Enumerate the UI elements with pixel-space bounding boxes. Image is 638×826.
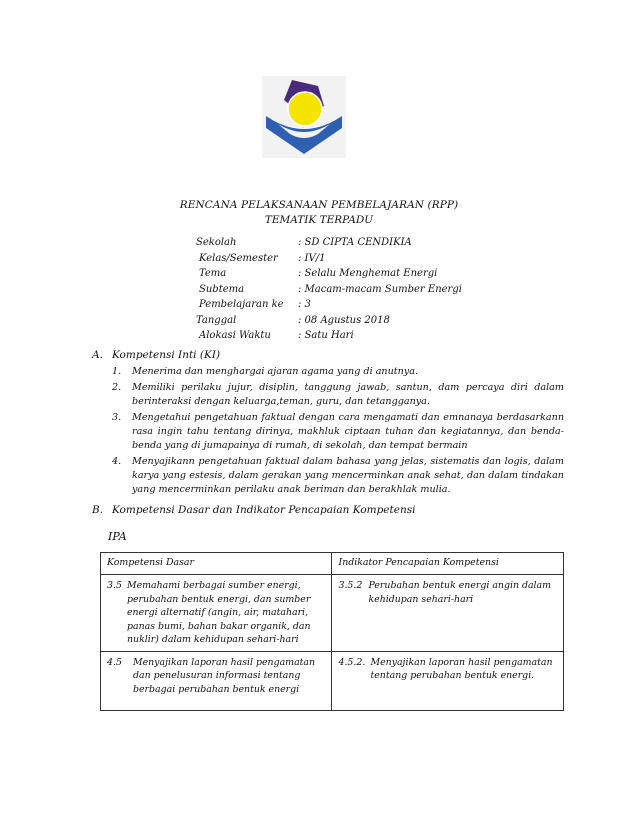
section-title: Kompetensi Dasar dan Indikator Pencapaian Kompetensi bbox=[112, 504, 416, 516]
list-item-text: Memiliki perilaku jujur, disiplin, tanggung jawab, santun, dam percaya diri dalam berinteraksi dengan keluarga,teman, guru, dan tetangganya. bbox=[132, 382, 564, 407]
competency-entry bbox=[107, 656, 325, 697]
kompetensi-inti-list bbox=[112, 365, 564, 499]
indicator-entry bbox=[338, 656, 557, 683]
table-cell bbox=[101, 651, 332, 710]
list-item-number: 1. bbox=[112, 366, 122, 377]
table-row bbox=[101, 651, 564, 710]
table-header: Indikator Pencapaian Kompetensi bbox=[332, 553, 564, 575]
indicator-text: Perubahan bentuk energi angin dalam kehidupan sehari-hari bbox=[368, 580, 552, 605]
identity-label: Pembelajaran ke bbox=[199, 299, 284, 310]
school-logo-graphic bbox=[262, 76, 346, 158]
table-cell bbox=[101, 575, 332, 652]
list-item-number: 2. bbox=[112, 382, 122, 393]
identity-label: Alokasi Waktu bbox=[199, 330, 271, 341]
section-number: A. bbox=[92, 349, 103, 361]
competency-entry bbox=[107, 579, 325, 647]
document-title: RENCANA PELAKSANAAN PEMBELAJARAN (RPP) bbox=[179, 199, 459, 211]
competency-table bbox=[100, 552, 564, 711]
indicator-code: 4.5.2. bbox=[338, 656, 366, 668]
identity-label: Tema bbox=[199, 268, 227, 279]
subject-heading: IPA bbox=[108, 530, 127, 543]
document-subtitle: TEMATIK TERPADU bbox=[264, 214, 374, 226]
list-item bbox=[112, 365, 564, 379]
list-item bbox=[112, 411, 564, 453]
identity-value: : SD CIPTA CENDIKIA bbox=[298, 237, 412, 248]
competency-text: Memahami berbagai sumber energi, perubahan bentuk energi, dan sumber energi alternatif (angin, air, matahari, panas bumi, bahan bakar organik, dan nuklir) dalam kehidupan sehari-hari bbox=[127, 580, 311, 645]
table-cell bbox=[332, 575, 564, 652]
indicator-entry bbox=[338, 579, 557, 606]
table-header-row bbox=[101, 553, 564, 575]
list-item bbox=[112, 381, 564, 409]
identity-label: Tanggal bbox=[196, 314, 237, 326]
identity-value: : 08 Agustus 2018 bbox=[298, 314, 390, 326]
identity-label: Sekolah bbox=[196, 237, 237, 248]
identity-label: Kelas/Semester bbox=[199, 252, 278, 264]
table-header: Kompetensi Dasar bbox=[101, 553, 332, 575]
list-item-text: Menyajikann pengetahuan faktual dalam bahasa yang jelas, sistematis dan logis, dalam karya yang estesis, dalam gerakan yang mencerminkan anak sehat, dan dalam tindakan yang mencerminkan perilaku anak beriman dan berakhlak mulia. bbox=[132, 456, 564, 495]
list-item-text: Menerima dan menghargai ajaran agama yang di anutnya. bbox=[132, 366, 418, 377]
identity-value: : 3 bbox=[298, 299, 311, 310]
section-title: Kompetensi Inti (KI) bbox=[112, 349, 221, 361]
school-logo bbox=[262, 76, 346, 158]
list-item-number: 4. bbox=[112, 456, 122, 467]
indicator-code: 3.5.2 bbox=[338, 580, 363, 591]
list-item bbox=[112, 455, 564, 497]
identity-value: : IV/1 bbox=[298, 252, 326, 264]
table-row bbox=[101, 575, 564, 652]
identity-value: : Selalu Menghemat Energi bbox=[298, 268, 438, 279]
identity-value: : Macam-macam Sumber Energi bbox=[298, 283, 462, 295]
list-item-text: Mengetahui pengetahuan faktual dengan cara mengamati dan emnanaya berdasarkann rasa ingin tahu tentang dirinya, makhluk ciptaan tuhan dan kegiatannya, dan benda-benda yang di jumapainya di rumah, di sekolah, dan tempat bermain bbox=[132, 412, 564, 451]
competency-code: 4.5 bbox=[107, 656, 122, 668]
indicator-text: Menyajikan laporan hasil pengamatan tentang perubahan bentuk energi. bbox=[370, 656, 553, 681]
section-number: B. bbox=[92, 504, 104, 516]
identity-value: : Satu Hari bbox=[298, 330, 354, 341]
competency-code: 3.5 bbox=[107, 580, 122, 591]
list-item-number: 3. bbox=[112, 412, 122, 423]
competency-text: Menyajikan laporan hasil pengamatan dan penelusuran informasi tentang berbagai perubahan bentuk energi bbox=[133, 656, 316, 695]
table-cell bbox=[332, 651, 564, 710]
identity-label: Subtema bbox=[199, 283, 245, 295]
